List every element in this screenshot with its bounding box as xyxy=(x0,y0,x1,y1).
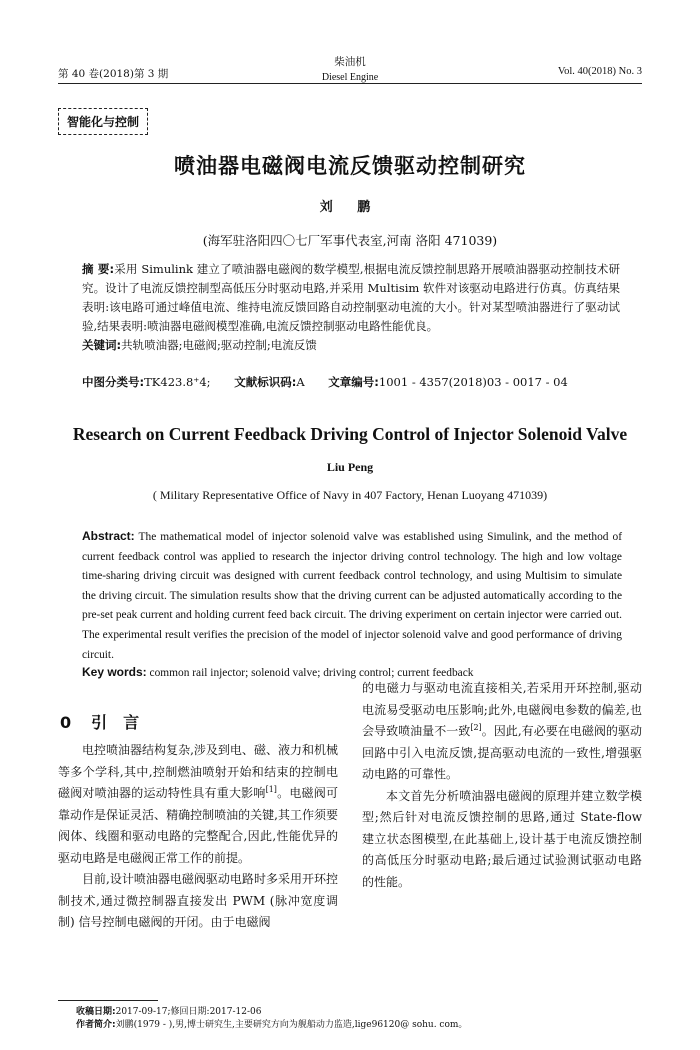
keywords-en xyxy=(82,665,622,679)
header-vol-no-en: Vol. 40(2018) No. 3 xyxy=(557,66,642,77)
keywords-en-label: Key words: xyxy=(82,665,147,679)
header-journal xyxy=(300,55,400,85)
paper-title-cn: 喷油器电磁阀电流反馈驱动控制研究 xyxy=(174,154,526,178)
keywords-cn-label: 关键词: xyxy=(82,338,122,352)
clc-number: 中图分类号:TK423.8⁺4; xyxy=(82,375,211,389)
abstract-en-label: Abstract: xyxy=(82,529,135,543)
author-cn: 刘 鹏 xyxy=(319,200,381,215)
paragraph: 本文首先分析喷油器电磁阀的原理并建立数学模型;然后针对电流反馈控制的思路,通过 State-flow 建立状态图模型,在此基础上,设计基于电流反馈控制的高低压分时驱动电路;最后通过试验测试驱动电路的性能。 xyxy=(362,788,642,889)
paragraph: 电控喷油器结构复杂,涉及到电、磁、液力和机械等多个学科,其中,控制燃油喷射开始和结束的控制电磁阀对喷油器的运动特性具有重大影响[1]。电磁阀可靠动作是保证灵活、精确控制喷油的关键,其工作须要阀体、线圈和驱动电路的完整配合,因此,性能优异的驱动电路是电磁阀正常工作的前提。 xyxy=(58,743,338,865)
keywords-cn-text: 共轨喷油器;电磁阀;驱动控制;电流反馈 xyxy=(121,338,317,352)
footnote-author: 作者简介:刘鹏(1979 - ),男,博士研究生,主要研究方向为舰船动力监造,lige96120@ sohu. com。 xyxy=(76,1020,468,1030)
footnote-rule xyxy=(58,1000,158,1001)
header-journal-cn: 柴油机 xyxy=(334,56,366,68)
abstract-cn xyxy=(82,260,620,355)
paragraph: 目前,设计喷油器电磁阀驱动电路时多采用开环控制技术,通过微控制器直接发出 PWM (脉冲宽度调制) 信号控制电磁阀的开闭。由于电磁阀 xyxy=(58,872,338,929)
body-column-left xyxy=(58,740,338,934)
abstract-en-text: The mathematical model of injector solenoid valve was established using Simulink, and the method of current feedback control was applied to research the injector driving control technology. The high and low voltage time-sharing driving circuit was designed with current feedback control technology, and using Multisim to simulate the driving circuit. The simulation results show that the driving current can be adjusted automatically according to the pre-set peak current and holding current feed back circuit. The driving experiment on certain injector were carried out. The experimental result verifies the precision of the model of injector solenoid valve and good performance of driving circuit. xyxy=(82,531,622,661)
affiliation-en: ( Military Representative Office of Navy in 407 Factory, Henan Luoyang 471039) xyxy=(152,488,548,502)
affiliation-cn: (海军驻洛阳四〇七厂军事代表室,河南 洛阳 471039) xyxy=(202,233,498,248)
section-tag: 智能化与控制 xyxy=(58,108,148,135)
header-journal-en: Diesel Engine xyxy=(321,72,379,83)
header-volume-issue: 第 40 卷(2018)第 3 期 xyxy=(58,68,169,80)
section-heading xyxy=(60,710,155,733)
classification-row xyxy=(82,374,622,390)
abstract-cn-text: 采用 Simulink 建立了喷油器电磁阀的数学模型,根据电流反馈控制思路开展喷油器驱动控制技术研究。设计了电流反馈控制型高低压分时驱动电路,并采用 Multisim 软件对该驱动电路进行仿真。仿真结果表明:该电路可通过峰值电流、维持电流反馈回路自动控制驱动电流的大小。针对某型喷油器进行了驱动试验,结果表明:喷油器电磁阀模型准确,电流反馈控制驱动电路性能优良。 xyxy=(82,262,621,333)
paragraph: 的电磁力与驱动电流直接相关,若采用开环控制,驱动电流易受驱动电压影响;此外,电磁阀电参数的偏差,也会导致喷油量不一致[2]。因此,有必要在电磁阀的驱动回路中引入电流反馈,提高驱动电流的一致性,增强驱动电路的可靠性。 xyxy=(362,681,642,781)
abstract-en xyxy=(82,527,622,665)
citation: [2] xyxy=(470,723,482,732)
footnote-received: 收稿日期:2017-09-17;修回日期:2017-12-06 xyxy=(76,1007,262,1017)
keywords-cn xyxy=(82,336,620,355)
paper-title-en: Research on Current Feedback Driving Control of Injector Solenoid Valve xyxy=(72,424,628,444)
article-number: 文章编号:1001 - 4357(2018)03 - 0017 - 04 xyxy=(328,375,568,389)
section-number: 0 xyxy=(60,713,72,732)
author-en: Liu Peng xyxy=(326,460,374,474)
body-column-right xyxy=(362,678,642,893)
keywords-en-text: common rail injector; solenoid valve; driving control; current feedback xyxy=(149,667,474,679)
document-code: 文献标识码:A xyxy=(234,375,305,389)
header-rule xyxy=(58,83,642,84)
citation: [1] xyxy=(265,785,277,794)
abstract-cn-label: 摘 要: xyxy=(82,262,115,276)
section-title: 引言 xyxy=(91,713,156,732)
